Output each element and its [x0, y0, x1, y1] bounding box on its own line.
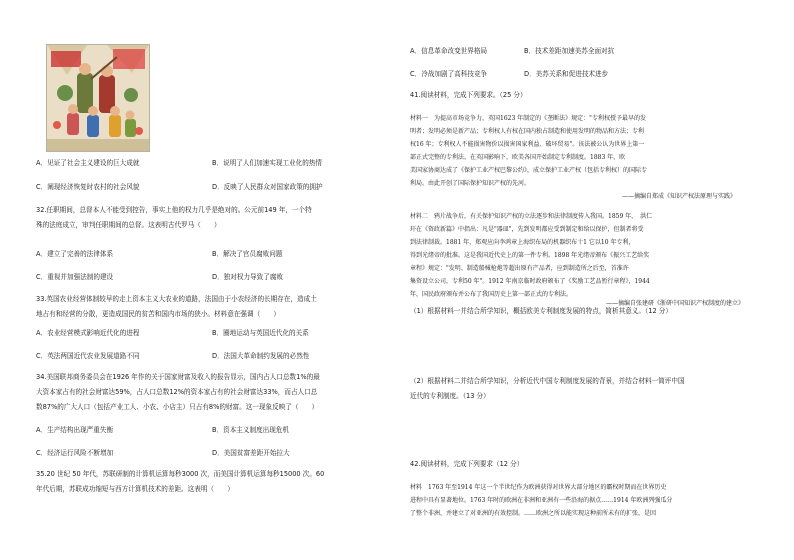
q33-option-a[interactable]: A．农业经营模式影响近代化的进程 [36, 329, 140, 337]
material-line: 材料 1763 年至1914 年这一个半世纪作为欧洲获得对世界大部分地区的霸权时期而在世界历史 [410, 484, 667, 491]
material-line: 到法律制裁。1881 年，郑观应向李鸿章上海织布局的机器织布十1 它以10 年专利， [410, 239, 635, 246]
q35-stem [36, 469, 386, 495]
q41-heading: 41.阅读材料，完成下列要求。（25 分） [410, 91, 527, 99]
q41-material-2 [410, 210, 764, 301]
q34-stem-line: 34.美国联邦商务委员会在1926 年作的关于国家财富及收入的报告显示，国内占人口总数1%的最 [36, 373, 320, 381]
q32-option-a[interactable]: A．建立了完善的法律体系 [36, 250, 114, 258]
right-column [410, 0, 766, 560]
material-line: 章程》规定："发明、制造船械枪炮等超出原有产品者，应到制造所之后至，首准许 [410, 265, 629, 272]
q42-material [410, 481, 764, 520]
q34-option-b[interactable]: B．资本主义制度出现危机 [212, 426, 290, 434]
q31-option-c[interactable]: C．阐现经济恢复时农村的社会风貌 [36, 183, 140, 191]
q35-option-d[interactable]: D．美苏关系和促进技术进步 [524, 70, 609, 78]
q35-option-c[interactable]: C．冷战加剧了高科技竞争 [410, 70, 488, 78]
q32-option-b[interactable]: B．解决了官员腐败问题 [212, 250, 283, 258]
q32-stem-line: 殊的法庭成立，审判任职期间的总督。这表明古代罗马（ ） [36, 221, 221, 229]
q41-material-1-source: ——摘编自郑成《知识产权法原理与实践》 [622, 193, 737, 200]
q35-stem-line: 35.20 世纪 50 年代，苏联研制的计算机运算每秒3000 次，而美国计算机运算每秒15000 次。60 [36, 470, 325, 478]
material-line: 得到光绪帝的批准。这是我国近代史上的第一件专利。1898 年光绪帝颁布《振兴工艺给奖 [410, 252, 650, 259]
left-column [36, 0, 386, 560]
q33-option-c[interactable]: C．英法两国近代农业发展道路不同 [36, 352, 140, 360]
q35-option-b[interactable]: B．技术差距加速美苏全面对抗 [524, 47, 615, 55]
q34-stem-line: 数87%的广大人口（包括产业工人、小农、小店主）只占有8%的财富。这一现象反映了（ ） [36, 403, 319, 411]
q34-option-a[interactable]: A．生产结构出现严重失衡 [36, 426, 114, 434]
q41-requirement-1: （1）根据材料一并结合所学知识，概括欧美专利制度发展的特点，简析其意义。（12 分） [410, 307, 672, 315]
q41-requirement-2 [410, 376, 766, 402]
propaganda-poster-image [46, 44, 150, 152]
q35-stem-line: 年代后期，苏联成功缩短与西方计算机技术的差距。这表明（ ） [36, 485, 234, 493]
q32-option-d[interactable]: D．独对权力导致了腐败 [212, 273, 284, 281]
material-line: 利局。由此开创了国际保护知识产权的先河。 [410, 180, 531, 187]
q41-material-1 [410, 112, 764, 190]
poster-illustration-icon [47, 45, 149, 151]
material-line: 进程中具有显著地位。1763 年时的欧洲在非洲和亚洲有一些沿海的据点……1914 年欧洲列强瓜分 [410, 497, 673, 504]
q41-material-2-source: ——摘编自张建研《浙研中国知识产权制度的建立》 [606, 300, 745, 307]
q34-stem [36, 372, 386, 413]
requirement-line: （2）根据材料二并结合所学知识，分析近代中国专利制度发展的背景，并结合材料一简评中国 [410, 377, 685, 385]
q35-option-a[interactable]: A．信息革命改变世界格局 [410, 47, 488, 55]
material-line: 明者；发明必须是新产品；专利权人有权在国内独占制造和使用发明的物品和方法；专利 [410, 128, 645, 135]
material-line: 权16 年；专利权人不能损害物价以损害国家利益、破坏贸易"。该法被公认为世界上第一 [410, 141, 645, 148]
material-line: 美国家协商达成了《保护工业产权巴黎公约》，成立保护工业产权（包括专利权）的国际专 [410, 167, 648, 174]
q33-option-b[interactable]: B．圈地运动与英国近代化的关系 [212, 329, 309, 337]
q33-stem-line: 33.英国农业经营体制较早的走上资本主义大农业的道路，法国由于小农经济的长期存在，造成土 [36, 295, 317, 303]
material-line: 部正式完整的专利法。在英国影响下，欧美各国开始制定专利制度。1883 年，欧 [410, 154, 626, 161]
q32-stem [36, 205, 386, 231]
q31-option-a[interactable]: A．见证了社会主义建设的巨大成就 [36, 159, 140, 167]
q31-option-b[interactable]: B．说明了人们加速实现工业化的热情 [212, 159, 323, 167]
material-line: 了整个非洲，并建立了对亚洲的有效控制。……欧洲之所以能实现这种前所未有的扩张，是因 [410, 510, 657, 517]
material-line: 集资设立公司，专利50 年"。1912 年南京临时政府颁布了《奖励工艺品暂行章程》，1944 [410, 278, 650, 285]
q33-option-d[interactable]: D．法国大革命制约发展的必然性 [212, 352, 310, 360]
q34-option-c[interactable]: C．经济运行风险不断增加 [36, 449, 114, 457]
q34-option-d[interactable]: D．美国贫富差距开始拉大 [212, 449, 290, 457]
material-line: 玕在《资政新篇》中指出：凡是"器皿"，先到发明都应受到制定和给以保护，但制者将受 [410, 226, 644, 233]
q32-stem-line: 32.任职期间，总督本人不能受到控告，事实上他的权力几乎是绝对的。公元前149 年，一个特 [36, 206, 312, 214]
requirement-line: 近代的专利制度。（13 分） [410, 392, 490, 400]
q33-stem [36, 294, 386, 320]
q33-stem-line: 地占有和经营的分散，更造成国民的贫苦和国内市场的狭小。材料意在强调（ ） [36, 310, 280, 318]
q42-heading: 42.阅读材料，完成下列要求（12 分） [410, 460, 524, 468]
material-line: 材料一 为提高市场竞争力，英国1623 年制定的《垄断法》规定："专利权授予最早的发 [410, 115, 646, 122]
material-line: 年，国民政府颁布并公布了我国历史上第一部正式的专利法。 [410, 291, 573, 298]
q34-stem-line: 大资本家占有的社会财富达59%，占人口总数12%的资本家占有的社会财富达33%，而占人口总 [36, 388, 318, 396]
material-line: 材料二 鸦片战争后，有关保护知识产权的立法逐步和法律制度传入我国。1859 年， 洪仁 [410, 213, 653, 220]
q32-option-c[interactable]: C．重视并加强法制的建设 [36, 273, 114, 281]
q31-option-d[interactable]: D．反映了人民群众对国家政策的拥护 [212, 183, 323, 191]
